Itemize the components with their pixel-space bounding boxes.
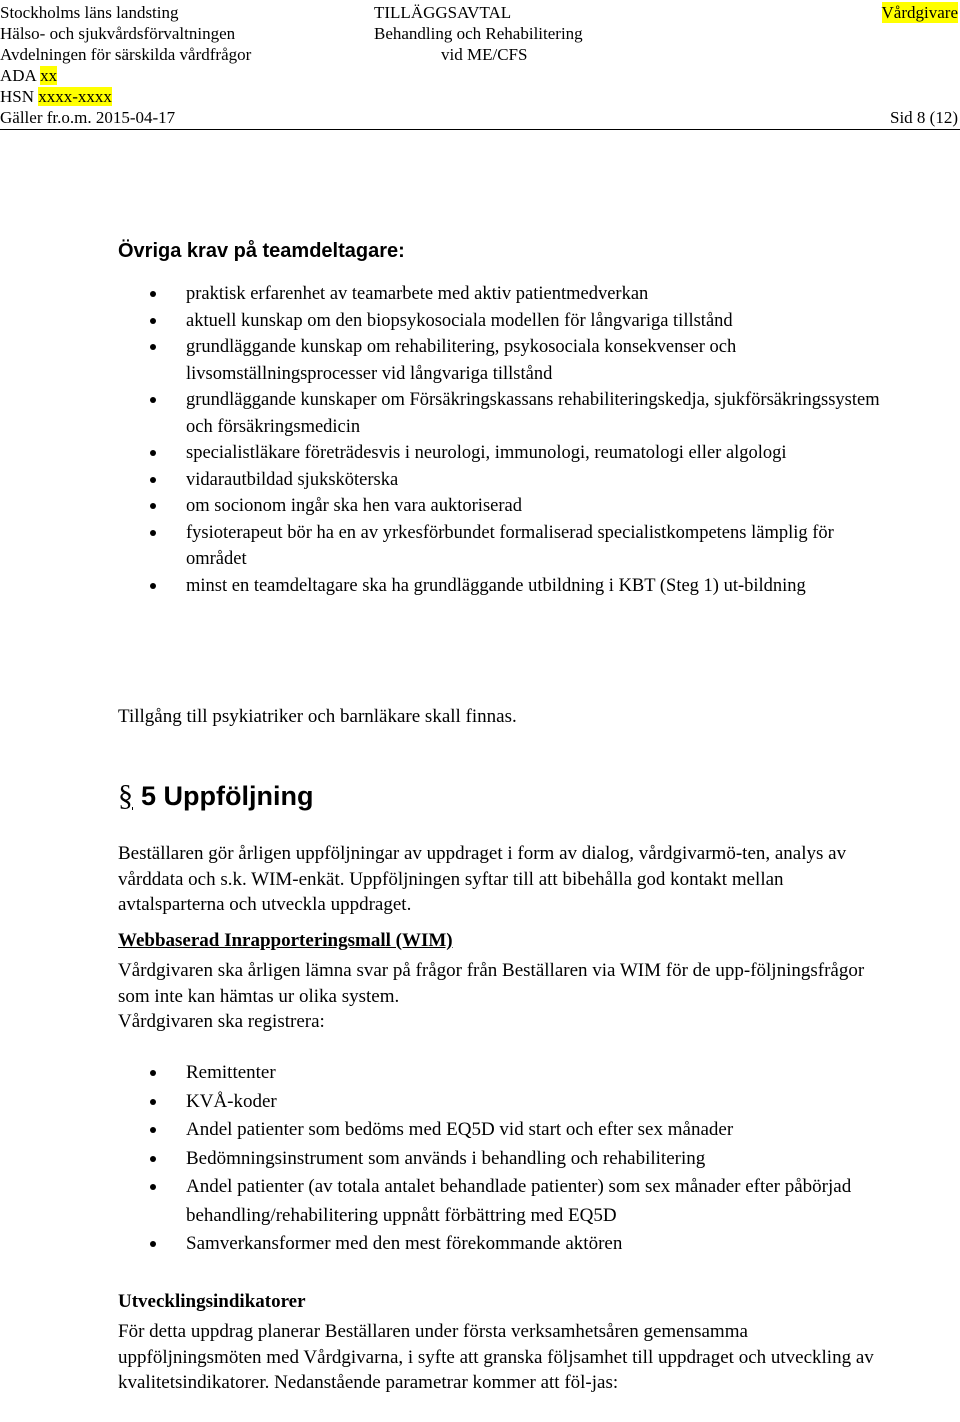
section-5-heading — [118, 779, 313, 813]
psychiatry-note: Tillgång till psykiatriker och barnläkare skall finnas. — [118, 706, 517, 727]
list-item: aktuell kunskap om den biopsykosociala modellen för långvariga tillstånd — [150, 308, 890, 335]
hsn-value: xxxx-xxxx — [38, 87, 112, 106]
list-item: Andel patienter som bedöms med EQ5D vid start och efter sex månader — [150, 1116, 890, 1145]
team-requirements-heading: Övriga krav på teamdeltagare: — [118, 240, 405, 262]
register-intro: Vårdgivaren ska registrera: — [118, 1011, 325, 1032]
section-5-intro: Beställaren gör årligen uppföljningar av uppdraget i form av dialog, vårdgivarmö-ten, analys av vårddata och s.k. WIM-enkät. Uppföljningen syftar till att bibehålla god kontakt mellan avtalsparterna och utveckla uppdraget. — [118, 843, 847, 915]
list-item: Bedömningsinstrument som används i behandling och rehabilitering — [150, 1145, 890, 1174]
ada-line: ADA xx — [0, 66, 58, 85]
list-item: KVÅ-koder — [150, 1088, 890, 1117]
wim-heading: Webbaserad Inrapporteringsmall (WIM) — [118, 930, 453, 951]
header-left — [0, 2, 251, 128]
list-item: om socionom ingår ska hen vara auktoriserad — [150, 493, 890, 520]
page-number: Sid 8 (12) — [890, 108, 958, 127]
hsn-line: HSN xxxx-xxxx — [0, 87, 112, 106]
list-item: grundläggande kunskap om rehabilitering, psykosociala konsekvenser och livsomställningsprocesser vid långvariga tillstånd — [150, 334, 890, 387]
org-department: Hälso- och sjukvårdsförvaltningen — [0, 24, 236, 43]
list-item: praktisk erfarenhet av teamarbete med aktiv patientmedverkan — [150, 281, 890, 308]
list-item: Remittenter — [150, 1059, 890, 1088]
indicators-heading: Utvecklingsindikatorer — [118, 1291, 306, 1312]
wim-text: Vårdgivaren ska årligen lämna svar på frågor från Beställaren via WIM för de upp-följningsfrågor som inte kan hämtas ur olika system. — [118, 960, 865, 1007]
team-requirements-list — [150, 281, 890, 599]
ada-value: xx — [40, 66, 58, 85]
list-item: grundläggande kunskaper om Försäkringskassans rehabiliteringskedja, sjukförsäkringssystem och försäkringsmedicin — [150, 387, 890, 440]
list-item: minst en teamdeltagare ska ha grundläggande utbildning i KBT (Steg 1) ut-bildning — [150, 573, 890, 600]
org-division: Avdelningen för särskilda vårdfrågor — [0, 45, 252, 64]
list-item: fysioterapeut bör ha en av yrkesförbundet formaliserad specialistkompetens lämplig för området — [150, 520, 890, 573]
header-center — [374, 2, 583, 65]
section-symbol: § — [118, 779, 133, 812]
contract-subject: Behandling och Rehabilitering — [374, 24, 583, 43]
header-rule — [0, 129, 960, 130]
org-name: Stockholms läns landsting — [0, 3, 179, 22]
list-item: vidarautbildad sjuksköterska — [150, 467, 890, 494]
indicators-text: För detta uppdrag planerar Beställaren under första verksamhetsåren gemensamma uppföljningsmöten med Vårdgivarna, i syfte att granska följsamhet till uppdraget och utveckling av kvalitetsindikatorer. Nedanstående parametrar kommer att föl-jas: — [118, 1321, 874, 1393]
valid-from: Gäller fr.o.m. 2015-04-17 — [0, 108, 176, 127]
section-title: 5 Uppföljning — [141, 781, 314, 811]
list-item: Samverkansformer med den mest förekommande aktören — [150, 1230, 890, 1259]
party-label: Vårdgivare — [881, 3, 958, 22]
list-item: Andel patienter (av totala antalet behandlade patienter) som sex månader efter påbörjad behandling/rehabilitering uppnått förbättring med EQ5D — [150, 1173, 890, 1230]
register-list — [150, 1059, 890, 1259]
contract-condition: vid ME/CFS — [441, 45, 528, 64]
list-item: specialistläkare företrädesvis i neurologi, immunologi, reumatologi eller algologi — [150, 440, 890, 467]
contract-type: TILLÄGGSAVTAL — [374, 3, 512, 22]
